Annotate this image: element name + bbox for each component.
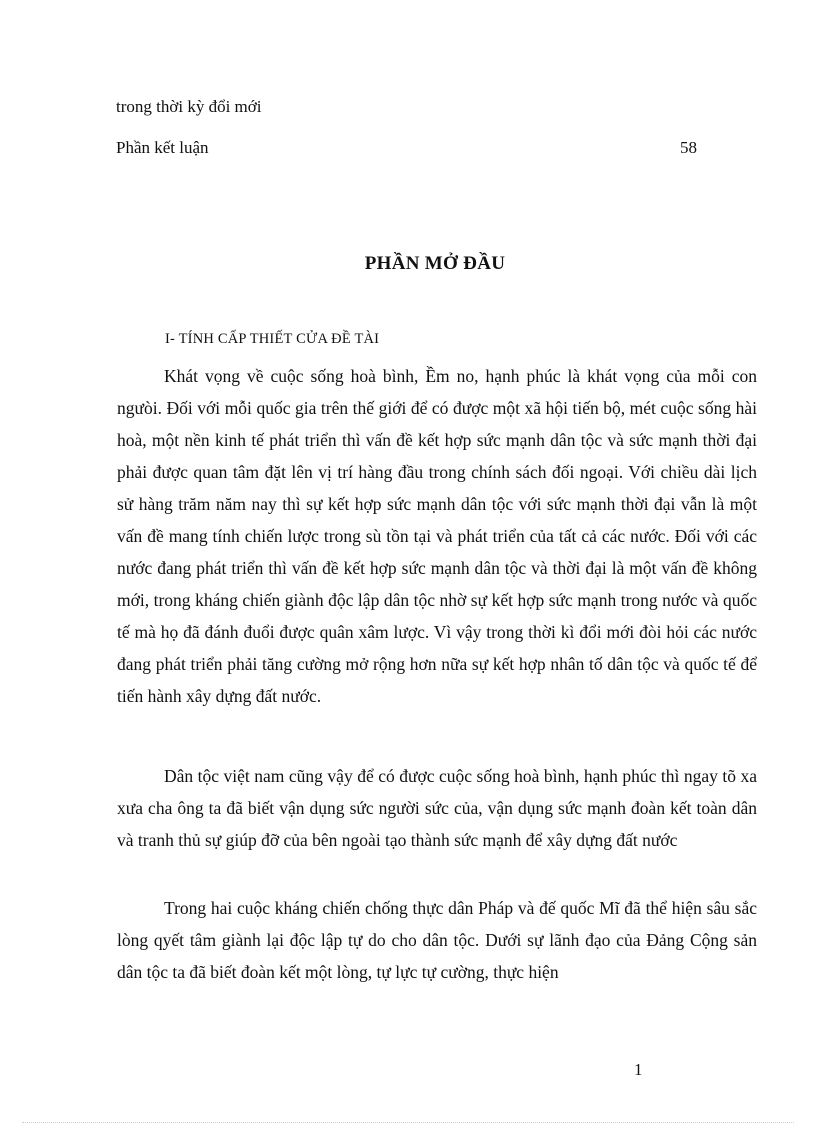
toc-entry-conclusion-page: 58 — [680, 138, 697, 157]
toc-entry-continuation: trong thời kỳ đổi mới — [116, 97, 262, 116]
body-paragraph: Dân tộc việt nam cũng vậy để có được cuộc sống hoà bình, hạnh phúc thì ngay tõ xa xưa cha ông ta đã biết vận dụng sức người sức của, vận dụng sức mạnh đoàn kết toàn dân và tranh thủ sự giúp đỡ của bên ngoài tạo thành sức mạnh để xây dựng đất nước — [117, 766, 757, 850]
toc-entry-conclusion-label: Phần kết luận — [116, 138, 209, 157]
body-paragraph: Trong hai cuộc kháng chiến chống thực dân Pháp và đế quốc Mĩ đã thể hiện sâu sắc lòng qyết tâm giành lại độc lập tự do cho dân tộc. Dưới sự lãnh đạo của Đảng Cộng sản dân tộc ta đã biết đoàn kết một lòng, tự lực tự cường, thực hiện — [117, 898, 757, 982]
page-heading: PHẦN MỞ ĐẦU — [364, 253, 506, 274]
body-paragraph: Khát vọng về cuộc sống hoà bình, Ềm no, hạnh phúc là khát vọng của mỗi con ngưòi. Đối với mỗi quốc gia trên thế giới để có được một xã hội tiến bộ, mét cuộc sống hài hoà, một nền kinh tế phát triển thì vấn đề kết hợp sức mạnh dân tộc và sức mạnh thời đại phải được quan tâm đặt lên vị trí hàng đầu trong chính sách đối ngoại. Với chiều dài lịch sử hàng trăm năm nay thì sự kết hợp sức mạnh dân tộc với sức mạnh thời đại vẫn là một vấn đề mang tính chiến lược trong sù tồn tại và phát triển của tất cả các nước. Đối với các nước đang phát triển thì vấn đề kết hợp sức mạnh dân tộc và thời đại là một vấn đề không mới, trong kháng chiến giành độc lập dân tộc nhờ sự kết hợp sức mạnh trong nước và quốc tế mà họ đã đánh đuổi được quân xâm lược. Vì vậy trong thời kì đổi mới đòi hỏi các nước đang phát triển phải tăng cường mở rộng hơn nữa sự kết hợp nhân tố dân tộc và quốc tế để tiến hành xây dựng đất nước. — [117, 366, 757, 706]
section-title: I- TÍNH CẤP THIẾT CỬA ĐỀ TÀI — [165, 331, 380, 347]
page-number: 1 — [634, 1060, 643, 1079]
